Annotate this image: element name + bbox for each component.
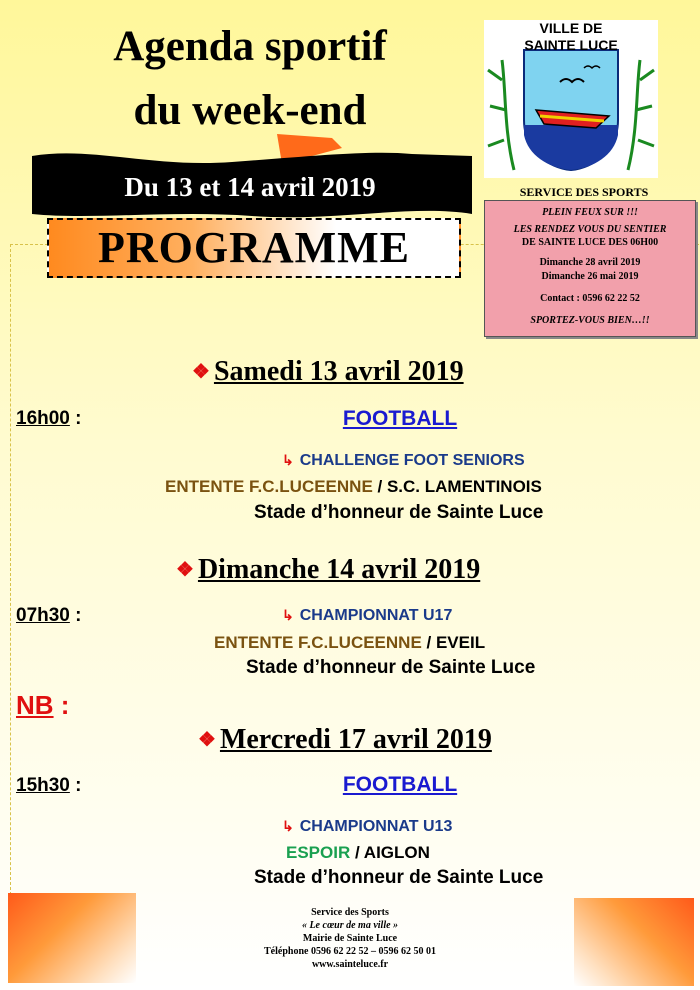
footer-line-3: Mairie de Sainte Luce — [302, 933, 398, 944]
team-home-3: ESPOIR — [286, 843, 351, 862]
diamond-icon: ❖ — [192, 361, 210, 383]
venue-1: Stade d’honneur de Sainte Luce — [254, 502, 544, 523]
footer-decor-left — [8, 893, 136, 983]
time-value-1: 16h00 — [16, 408, 70, 429]
team-away-2: EVEIL — [435, 633, 486, 652]
footer-line-4: Téléphone 0596 62 22 52 – 0596 62 50 01 — [264, 946, 436, 957]
competition-1: ↳ CHALLENGE FOOT SENIORS — [282, 452, 525, 469]
competition-3: ↳ CHAMPIONNAT U13 — [282, 818, 453, 835]
arrow-icon: ↳ — [282, 818, 294, 834]
time-value-2: 07h30 — [16, 605, 70, 626]
match-1: ENTENTE F.C.LUCEENNE / S.C. LAMENTINOIS — [165, 477, 542, 496]
footer — [200, 906, 500, 971]
diamond-icon: ❖ — [198, 729, 216, 751]
logo-text-line-1: VILLE DE — [539, 20, 603, 36]
info-line-1: PLEIN FEUX SUR !!! — [542, 207, 638, 218]
day-header-1 — [192, 356, 464, 388]
title-line-1: Agenda sportif — [113, 23, 387, 70]
time-2: 07h30 : — [16, 605, 82, 626]
service-title: SERVICE DES SPORTS — [519, 185, 649, 199]
info-line-5: Dimanche 26 mai 2019 — [541, 271, 639, 282]
info-line-2: LES RENDEZ VOUS DU SENTIER — [513, 224, 667, 235]
footer-line-1: Service des Sports — [311, 907, 389, 918]
diamond-icon: ❖ — [176, 559, 194, 581]
info-line-3: DE SAINTE LUCE DES 06H00 — [521, 237, 659, 248]
day-title-2: Dimanche 14 avril 2019 — [197, 554, 481, 585]
match-2: ENTENTE F.C.LUCEENNE / EVEIL — [214, 633, 486, 652]
city-logo — [484, 20, 658, 178]
sport-1: FOOTBALL — [342, 407, 458, 430]
team-away-3: AIGLON — [363, 843, 430, 862]
programme-title: PROGRAMME — [97, 223, 411, 272]
venue-2: Stade d’honneur de Sainte Luce — [246, 657, 536, 678]
time-value-3: 15h30 — [16, 775, 70, 796]
sport-3: FOOTBALL — [342, 773, 458, 796]
footer-website-link[interactable]: www.sainteluce.fr — [311, 959, 389, 970]
info-line-6: Contact : 0596 62 22 52 — [540, 293, 640, 304]
footer-line-2: « Le cœur de ma ville » — [301, 920, 399, 931]
date-text: Du 13 et 14 avril 2019 — [124, 172, 376, 202]
programme-box — [47, 218, 461, 278]
day-header-3 — [198, 724, 492, 756]
logo-text-line-2: SAINTE LUCE — [524, 37, 618, 53]
day-title-1: Samedi 13 avril 2019 — [213, 356, 464, 387]
info-line-7: SPORTEZ-VOUS BIEN…!! — [530, 315, 650, 326]
team-home-1: ENTENTE F.C.LUCEENNE — [165, 477, 373, 496]
day-header-2 — [176, 554, 480, 586]
team-home-2: ENTENTE F.C.LUCEENNE — [214, 633, 422, 652]
match-3: ESPOIR / AIGLON — [286, 843, 430, 862]
time-1: 16h00 : — [16, 408, 82, 429]
team-away-1: S.C. LAMENTINOIS — [386, 477, 542, 496]
competition-2: ↳ CHAMPIONNAT U17 — [282, 607, 453, 624]
footer-decor-right — [574, 898, 694, 986]
venue-3: Stade d’honneur de Sainte Luce — [254, 867, 544, 888]
arrow-icon: ↳ — [282, 452, 294, 468]
day-title-3: Mercredi 17 avril 2019 — [219, 724, 492, 755]
time-3: 15h30 : — [16, 775, 82, 796]
nb-label: NB : — [16, 690, 70, 720]
info-box — [484, 200, 696, 337]
arrow-icon: ↳ — [282, 607, 294, 623]
title-line-2: du week-end — [133, 87, 367, 134]
info-line-4: Dimanche 28 avril 2019 — [539, 257, 641, 268]
